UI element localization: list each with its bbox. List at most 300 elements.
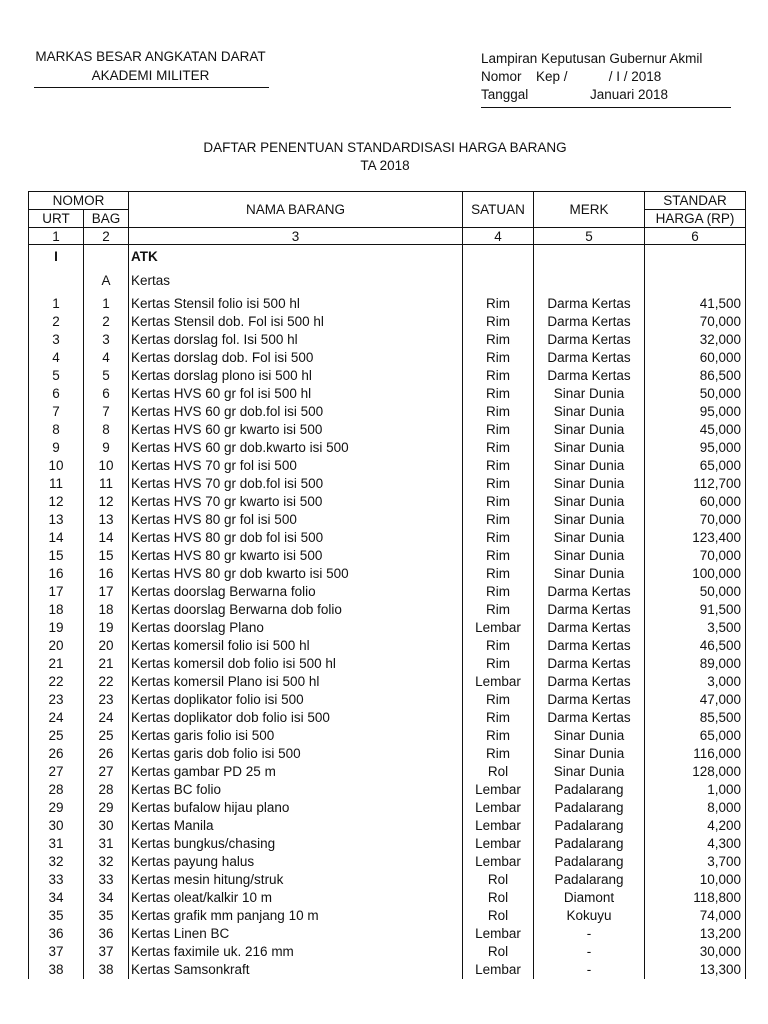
bag-cell: 2 xyxy=(84,313,129,331)
harga-cell: 3,500 xyxy=(645,619,746,637)
urt-cell: 6 xyxy=(29,385,84,403)
harga-cell: 3,700 xyxy=(645,853,746,871)
table-row xyxy=(29,763,746,781)
satuan-cell: Rim xyxy=(463,385,534,403)
header-left-line1: MARKAS BESAR ANGKATAN DARAT xyxy=(35,49,266,64)
title-line2: TA 2018 xyxy=(360,158,410,173)
urt-cell: 28 xyxy=(29,781,84,799)
urt-cell: 13 xyxy=(29,511,84,529)
urt-cell: 8 xyxy=(29,421,84,439)
satuan-cell: Rim xyxy=(463,583,534,601)
item-name-cell: Kertas Stensil dob. Fol isi 500 hl xyxy=(129,313,463,331)
nomor-label: Nomor xyxy=(481,69,522,84)
table-row xyxy=(29,835,746,853)
table-row xyxy=(29,673,746,691)
satuan-cell: Rim xyxy=(463,637,534,655)
bag-cell: 10 xyxy=(84,457,129,475)
column-number-row xyxy=(29,228,746,245)
urt-cell: 4 xyxy=(29,349,84,367)
satuan-cell: Rim xyxy=(463,331,534,349)
satuan-cell: Rim xyxy=(463,601,534,619)
header-right-underline xyxy=(481,107,731,108)
item-name-cell: Kertas HVS 60 gr dob.kwarto isi 500 xyxy=(129,439,463,457)
harga-cell: 70,000 xyxy=(645,511,746,529)
urt-cell: 9 xyxy=(29,439,84,457)
satuan-cell: Lembar xyxy=(463,673,534,691)
merk-cell: Padalarang xyxy=(534,817,645,835)
table-row xyxy=(29,457,746,475)
item-name-cell: Kertas doorslag Berwarna folio xyxy=(129,583,463,601)
item-name-cell: Kertas doorslag Berwarna dob folio xyxy=(129,601,463,619)
table-row xyxy=(29,511,746,529)
harga-cell: 123,400 xyxy=(645,529,746,547)
col-num-3: 3 xyxy=(129,228,463,245)
bag-cell: 3 xyxy=(84,331,129,349)
harga-cell: 46,500 xyxy=(645,637,746,655)
table-row xyxy=(29,655,746,673)
bag-cell: 4 xyxy=(84,349,129,367)
urt-cell: 25 xyxy=(29,727,84,745)
bag-cell: 26 xyxy=(84,745,129,763)
harga-cell: 95,000 xyxy=(645,439,746,457)
nomor-row xyxy=(481,68,702,86)
harga-cell: 60,000 xyxy=(645,493,746,511)
header-nama-barang: NAMA BARANG xyxy=(129,192,463,228)
item-name-cell: Kertas payung halus xyxy=(129,853,463,871)
satuan-cell: Rim xyxy=(463,439,534,457)
bag-cell: 27 xyxy=(84,763,129,781)
table-row xyxy=(29,817,746,835)
table-row xyxy=(29,709,746,727)
table-row xyxy=(29,565,746,583)
header-satuan: SATUAN xyxy=(463,192,534,228)
urt-cell: 26 xyxy=(29,745,84,763)
bag-cell: 15 xyxy=(84,547,129,565)
bag-cell: 23 xyxy=(84,691,129,709)
bag-cell: 24 xyxy=(84,709,129,727)
merk-cell: Darma Kertas xyxy=(534,655,645,673)
bag-cell: 35 xyxy=(84,907,129,925)
table-row xyxy=(29,889,746,907)
item-name-cell: Kertas HVS 80 gr dob kwarto isi 500 xyxy=(129,565,463,583)
merk-cell: Sinar Dunia xyxy=(534,457,645,475)
header-harga: HARGA (RP) xyxy=(645,210,746,228)
satuan-cell: Lembar xyxy=(463,835,534,853)
harga-cell: 32,000 xyxy=(645,331,746,349)
item-name-cell: Kertas dorslag fol. Isi 500 hl xyxy=(129,331,463,349)
bag-cell: 12 xyxy=(84,493,129,511)
bag-cell: 37 xyxy=(84,943,129,961)
satuan-cell: Rim xyxy=(463,565,534,583)
satuan-cell: Rim xyxy=(463,511,534,529)
table-row xyxy=(29,385,746,403)
bag-cell: 5 xyxy=(84,367,129,385)
satuan-cell: Lembar xyxy=(463,817,534,835)
merk-cell: Darma Kertas xyxy=(534,637,645,655)
bag-cell: 31 xyxy=(84,835,129,853)
item-name-cell: Kertas garis dob folio isi 500 xyxy=(129,745,463,763)
merk-cell: Sinar Dunia xyxy=(534,403,645,421)
urt-cell: 21 xyxy=(29,655,84,673)
urt-cell: 22 xyxy=(29,673,84,691)
urt-cell: 37 xyxy=(29,943,84,961)
bag-cell: 34 xyxy=(84,889,129,907)
merk-cell: Diamont xyxy=(534,889,645,907)
subsection-name: Kertas xyxy=(129,269,463,295)
urt-cell: 14 xyxy=(29,529,84,547)
header-nomor: NOMOR xyxy=(29,192,129,210)
satuan-cell: Rol xyxy=(463,907,534,925)
harga-cell: 30,000 xyxy=(645,943,746,961)
table-row xyxy=(29,529,746,547)
merk-cell: Darma Kertas xyxy=(534,583,645,601)
merk-cell: - xyxy=(534,961,645,979)
harga-cell: 41,500 xyxy=(645,295,746,313)
satuan-cell: Lembar xyxy=(463,619,534,637)
item-name-cell: Kertas HVS 60 gr dob.fol isi 500 xyxy=(129,403,463,421)
merk-cell: Darma Kertas xyxy=(534,709,645,727)
satuan-cell: Rol xyxy=(463,889,534,907)
merk-cell: Darma Kertas xyxy=(534,367,645,385)
bag-cell: 33 xyxy=(84,871,129,889)
urt-cell: 2 xyxy=(29,313,84,331)
satuan-cell: Lembar xyxy=(463,799,534,817)
item-name-cell: Kertas komersil folio isi 500 hl xyxy=(129,637,463,655)
merk-cell: Sinar Dunia xyxy=(534,475,645,493)
bag-cell: 28 xyxy=(84,781,129,799)
table-row xyxy=(29,313,746,331)
harga-cell: 13,200 xyxy=(645,925,746,943)
tanggal-row xyxy=(481,86,702,104)
item-name-cell: Kertas HVS 60 gr kwarto isi 500 xyxy=(129,421,463,439)
table-row xyxy=(29,601,746,619)
item-name-cell: Kertas bungkus/chasing xyxy=(129,835,463,853)
header-left-line2: AKADEMI MILITER xyxy=(91,68,210,83)
item-name-cell: Kertas BC folio xyxy=(129,781,463,799)
item-name-cell: Kertas komersil dob folio isi 500 hl xyxy=(129,655,463,673)
satuan-cell: Rim xyxy=(463,529,534,547)
header-bag: BAG xyxy=(84,210,129,228)
satuan-cell: Rol xyxy=(463,943,534,961)
item-name-cell: Kertas Samsonkraft xyxy=(129,961,463,979)
satuan-cell: Rim xyxy=(463,493,534,511)
satuan-cell: Rim xyxy=(463,475,534,493)
item-name-cell: Kertas grafik mm panjang 10 m xyxy=(129,907,463,925)
table-row xyxy=(29,871,746,889)
merk-cell: Darma Kertas xyxy=(534,313,645,331)
harga-cell: 95,000 xyxy=(645,403,746,421)
urt-cell: 16 xyxy=(29,565,84,583)
merk-cell: Padalarang xyxy=(534,871,645,889)
item-name-cell: Kertas Stensil folio isi 500 hl xyxy=(129,295,463,313)
urt-cell: 29 xyxy=(29,799,84,817)
urt-cell: 36 xyxy=(29,925,84,943)
bag-cell: 36 xyxy=(84,925,129,943)
table-row xyxy=(29,745,746,763)
harga-cell: 3,000 xyxy=(645,673,746,691)
merk-cell: Sinar Dunia xyxy=(534,493,645,511)
urt-cell: 1 xyxy=(29,295,84,313)
merk-cell: Padalarang xyxy=(534,853,645,871)
urt-cell: 15 xyxy=(29,547,84,565)
bag-cell: 6 xyxy=(84,385,129,403)
merk-cell: Darma Kertas xyxy=(534,619,645,637)
item-name-cell: Kertas komersil Plano isi 500 hl xyxy=(129,673,463,691)
urt-cell: 10 xyxy=(29,457,84,475)
satuan-cell: Rol xyxy=(463,871,534,889)
col-num-2: 2 xyxy=(84,228,129,245)
merk-cell: Sinar Dunia xyxy=(534,565,645,583)
merk-cell: Darma Kertas xyxy=(534,349,645,367)
bag-cell: 30 xyxy=(84,817,129,835)
subsection-row xyxy=(29,269,746,295)
table-row xyxy=(29,475,746,493)
urt-cell: 12 xyxy=(29,493,84,511)
header-merk: MERK xyxy=(534,192,645,228)
harga-cell: 100,000 xyxy=(645,565,746,583)
merk-cell: Darma Kertas xyxy=(534,295,645,313)
document-title xyxy=(0,139,768,175)
bag-cell: 8 xyxy=(84,421,129,439)
header-urt: URT xyxy=(29,210,84,228)
satuan-cell: Rim xyxy=(463,547,534,565)
header-standar: STANDAR xyxy=(645,192,746,210)
item-name-cell: Kertas dorslag plono isi 500 hl xyxy=(129,367,463,385)
table-row xyxy=(29,547,746,565)
bag-cell: 14 xyxy=(84,529,129,547)
harga-cell: 1,000 xyxy=(645,781,746,799)
subsection-bag: A xyxy=(84,269,129,295)
satuan-cell: Rim xyxy=(463,367,534,385)
harga-cell: 116,000 xyxy=(645,745,746,763)
table-row xyxy=(29,907,746,925)
item-name-cell: Kertas HVS 70 gr dob.fol isi 500 xyxy=(129,475,463,493)
merk-cell: Sinar Dunia xyxy=(534,727,645,745)
harga-cell: 50,000 xyxy=(645,583,746,601)
merk-cell: Darma Kertas xyxy=(534,601,645,619)
item-name-cell: Kertas HVS 70 gr fol isi 500 xyxy=(129,457,463,475)
urt-cell: 32 xyxy=(29,853,84,871)
harga-cell: 47,000 xyxy=(645,691,746,709)
item-name-cell: Kertas doplikator folio isi 500 xyxy=(129,691,463,709)
bag-cell: 1 xyxy=(84,295,129,313)
urt-cell: 33 xyxy=(29,871,84,889)
satuan-cell: Rim xyxy=(463,457,534,475)
harga-cell: 86,500 xyxy=(645,367,746,385)
bag-cell: 16 xyxy=(84,565,129,583)
satuan-cell: Rim xyxy=(463,313,534,331)
harga-cell: 60,000 xyxy=(645,349,746,367)
item-name-cell: Kertas doorslag Plano xyxy=(129,619,463,637)
table-row xyxy=(29,691,746,709)
satuan-cell: Rim xyxy=(463,745,534,763)
satuan-cell: Rim xyxy=(463,655,534,673)
table-row xyxy=(29,637,746,655)
item-name-cell: Kertas mesin hitung/struk xyxy=(129,871,463,889)
harga-cell: 91,500 xyxy=(645,601,746,619)
item-name-cell: Kertas HVS 60 gr fol isi 500 hl xyxy=(129,385,463,403)
urt-cell: 31 xyxy=(29,835,84,853)
harga-cell: 8,000 xyxy=(645,799,746,817)
table-row xyxy=(29,403,746,421)
urt-cell: 7 xyxy=(29,403,84,421)
table-row xyxy=(29,943,746,961)
harga-cell: 45,000 xyxy=(645,421,746,439)
section-name: ATK xyxy=(129,245,463,270)
col-num-4: 4 xyxy=(463,228,534,245)
item-name-cell: Kertas dorslag dob. Fol isi 500 xyxy=(129,349,463,367)
bag-cell: 7 xyxy=(84,403,129,421)
harga-cell: 85,500 xyxy=(645,709,746,727)
satuan-cell: Rol xyxy=(463,763,534,781)
merk-cell: Sinar Dunia xyxy=(534,529,645,547)
merk-cell: Darma Kertas xyxy=(534,691,645,709)
tanggal-value: Januari 2018 xyxy=(590,87,669,102)
urt-cell: 19 xyxy=(29,619,84,637)
satuan-cell: Rim xyxy=(463,295,534,313)
tanggal-label: Tanggal xyxy=(481,87,529,102)
table-row xyxy=(29,349,746,367)
merk-cell: Sinar Dunia xyxy=(534,439,645,457)
table-row xyxy=(29,853,746,871)
item-name-cell: Kertas HVS 80 gr kwarto isi 500 xyxy=(129,547,463,565)
harga-cell: 70,000 xyxy=(645,547,746,565)
merk-cell: Sinar Dunia xyxy=(534,745,645,763)
item-name-cell: Kertas bufalow hijau plano xyxy=(129,799,463,817)
satuan-cell: Rim xyxy=(463,691,534,709)
merk-cell: Sinar Dunia xyxy=(534,385,645,403)
item-name-cell: Kertas garis folio isi 500 xyxy=(129,727,463,745)
harga-cell: 128,000 xyxy=(645,763,746,781)
urt-cell: 27 xyxy=(29,763,84,781)
merk-cell: Padalarang xyxy=(534,799,645,817)
merk-cell: Darma Kertas xyxy=(534,331,645,349)
urt-cell: 11 xyxy=(29,475,84,493)
satuan-cell: Rim xyxy=(463,709,534,727)
table-row xyxy=(29,421,746,439)
item-name-cell: Kertas Linen BC xyxy=(129,925,463,943)
table-row xyxy=(29,583,746,601)
urt-cell: 35 xyxy=(29,907,84,925)
bag-cell: 22 xyxy=(84,673,129,691)
table-row xyxy=(29,439,746,457)
harga-cell: 89,000 xyxy=(645,655,746,673)
merk-cell: Kokuyu xyxy=(534,907,645,925)
harga-cell: 4,300 xyxy=(645,835,746,853)
harga-cell: 4,200 xyxy=(645,817,746,835)
section-row xyxy=(29,245,746,270)
bag-cell: 18 xyxy=(84,601,129,619)
satuan-cell: Rim xyxy=(463,349,534,367)
table-row xyxy=(29,925,746,943)
table-row xyxy=(29,295,746,313)
urt-cell: 24 xyxy=(29,709,84,727)
satuan-cell: Lembar xyxy=(463,781,534,799)
item-name-cell: Kertas HVS 80 gr fol isi 500 xyxy=(129,511,463,529)
urt-cell: 23 xyxy=(29,691,84,709)
merk-cell: Darma Kertas xyxy=(534,673,645,691)
item-name-cell: Kertas HVS 80 gr dob fol isi 500 xyxy=(129,529,463,547)
urt-cell: 30 xyxy=(29,817,84,835)
nomor-value: Kep / / I / 2018 xyxy=(536,69,662,84)
satuan-cell: Rim xyxy=(463,403,534,421)
item-name-cell: Kertas faximile uk. 216 mm xyxy=(129,943,463,961)
table-row xyxy=(29,619,746,637)
harga-cell: 112,700 xyxy=(645,475,746,493)
table-row xyxy=(29,331,746,349)
title-line1: DAFTAR PENENTUAN STANDARDISASI HARGA BARANG xyxy=(203,140,567,155)
urt-cell: 20 xyxy=(29,637,84,655)
table-row xyxy=(29,727,746,745)
item-name-cell: Kertas HVS 70 gr kwarto isi 500 xyxy=(129,493,463,511)
merk-cell: Padalarang xyxy=(534,835,645,853)
merk-cell: - xyxy=(534,943,645,961)
col-num-6: 6 xyxy=(645,228,746,245)
table-row xyxy=(29,799,746,817)
harga-cell: 74,000 xyxy=(645,907,746,925)
table-row xyxy=(29,961,746,979)
urt-cell: 38 xyxy=(29,961,84,979)
harga-cell: 50,000 xyxy=(645,385,746,403)
price-table xyxy=(28,191,746,979)
item-name-cell: Kertas oleat/kalkir 10 m xyxy=(129,889,463,907)
satuan-cell: Rim xyxy=(463,727,534,745)
section-urt: I xyxy=(29,245,84,270)
harga-cell: 65,000 xyxy=(645,457,746,475)
bag-cell: 21 xyxy=(84,655,129,673)
harga-cell: 10,000 xyxy=(645,871,746,889)
satuan-cell: Lembar xyxy=(463,925,534,943)
col-num-1: 1 xyxy=(29,228,84,245)
col-num-5: 5 xyxy=(534,228,645,245)
merk-cell: Sinar Dunia xyxy=(534,547,645,565)
header-row-1 xyxy=(29,192,746,210)
bag-cell: 29 xyxy=(84,799,129,817)
merk-cell: Sinar Dunia xyxy=(534,763,645,781)
bag-cell: 9 xyxy=(84,439,129,457)
bag-cell: 32 xyxy=(84,853,129,871)
merk-cell: - xyxy=(534,925,645,943)
urt-cell: 5 xyxy=(29,367,84,385)
bag-cell: 17 xyxy=(84,583,129,601)
bag-cell: 11 xyxy=(84,475,129,493)
bag-cell: 13 xyxy=(84,511,129,529)
satuan-cell: Lembar xyxy=(463,853,534,871)
urt-cell: 34 xyxy=(29,889,84,907)
bag-cell: 38 xyxy=(84,961,129,979)
table-row xyxy=(29,367,746,385)
header-right-line1: Lampiran Keputusan Gubernur Akmil xyxy=(481,51,703,66)
table-row xyxy=(29,493,746,511)
urt-cell: 17 xyxy=(29,583,84,601)
urt-cell: 3 xyxy=(29,331,84,349)
table-row xyxy=(29,781,746,799)
harga-cell: 13,300 xyxy=(645,961,746,979)
item-name-cell: Kertas Manila xyxy=(129,817,463,835)
item-name-cell: Kertas doplikator dob folio isi 500 xyxy=(129,709,463,727)
bag-cell: 20 xyxy=(84,637,129,655)
satuan-cell: Lembar xyxy=(463,961,534,979)
header-right xyxy=(481,50,702,104)
merk-cell: Padalarang xyxy=(534,781,645,799)
header-left xyxy=(28,47,273,85)
bag-cell: 19 xyxy=(84,619,129,637)
bag-cell: 25 xyxy=(84,727,129,745)
item-name-cell: Kertas gambar PD 25 m xyxy=(129,763,463,781)
harga-cell: 65,000 xyxy=(645,727,746,745)
merk-cell: Sinar Dunia xyxy=(534,421,645,439)
harga-cell: 70,000 xyxy=(645,313,746,331)
